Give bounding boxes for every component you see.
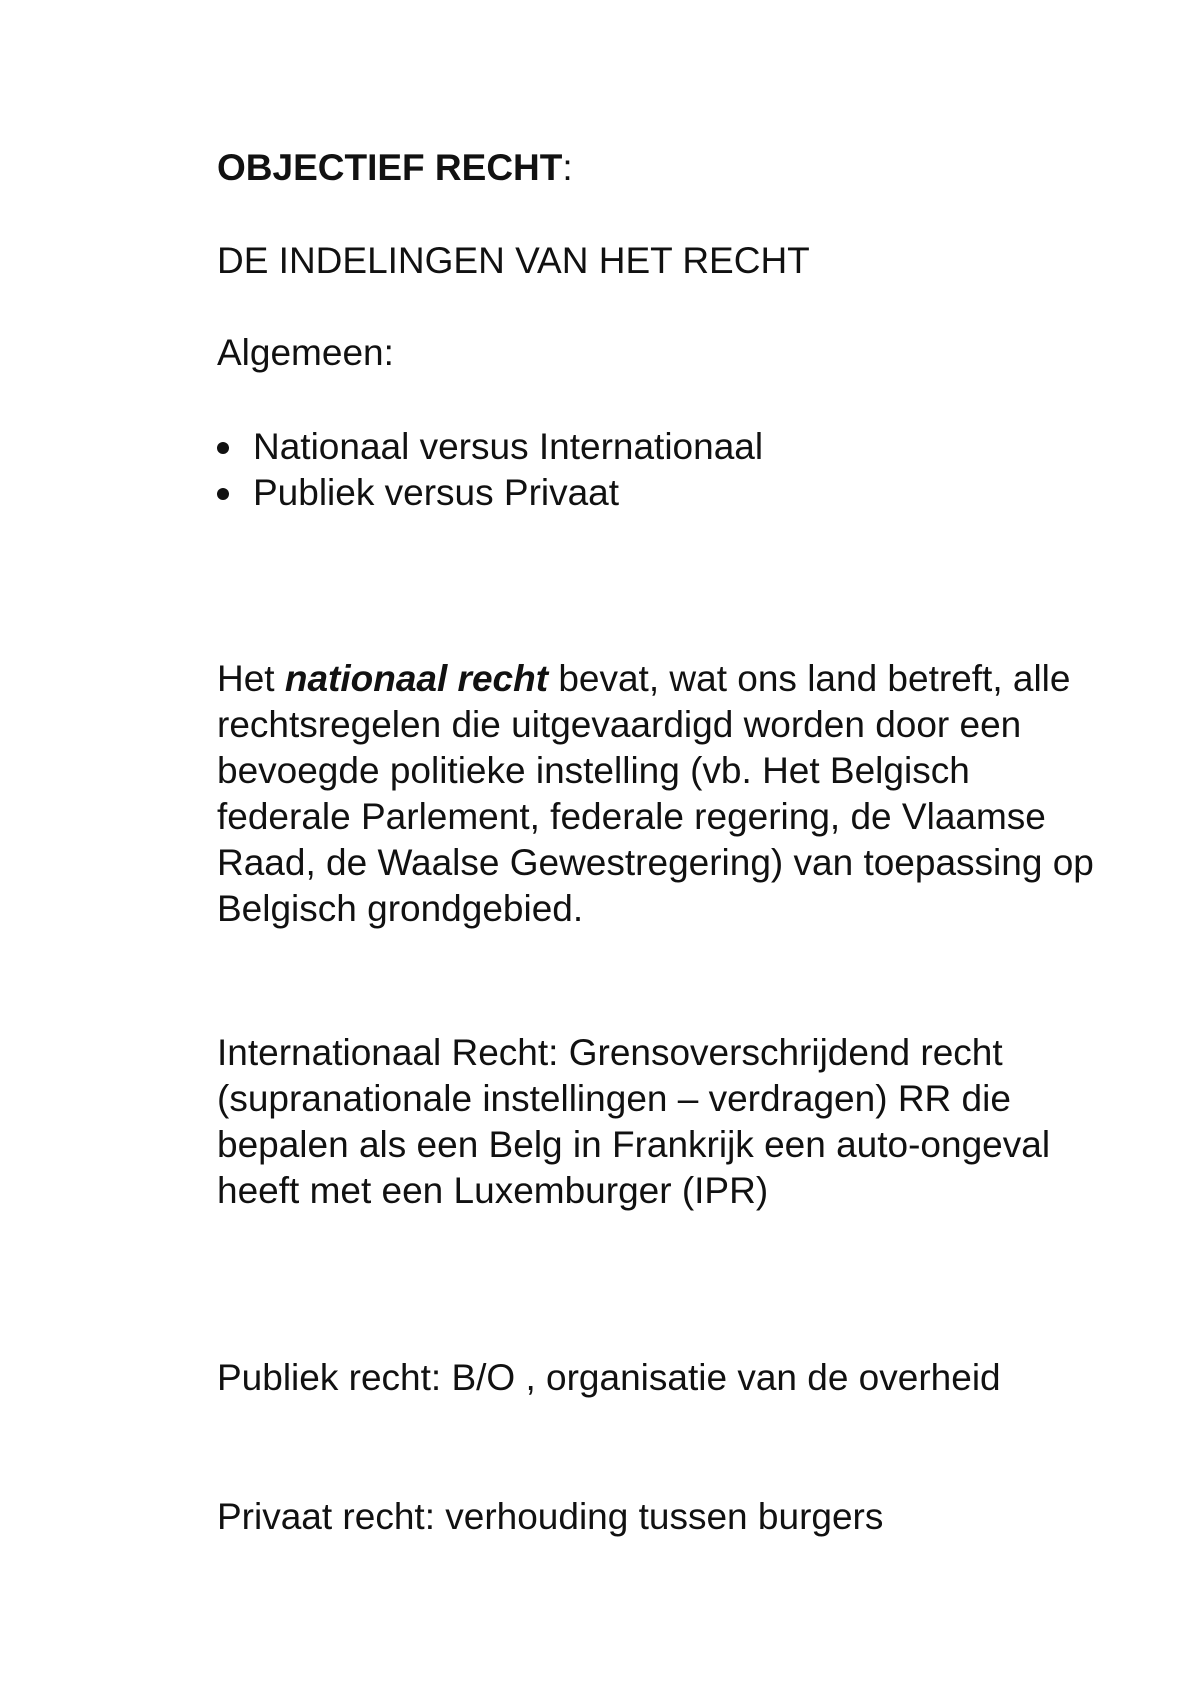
bullet-list xyxy=(217,424,763,516)
paragraph-lead: Het xyxy=(217,658,285,699)
paragraph-national-law xyxy=(217,656,1107,932)
list-item-text: Publiek versus Privaat xyxy=(253,472,620,513)
paragraph-rest: bevat, wat ons land betreft, alle rechtsregelen die uitgevaardigd worden door een bevoegde politieke instelling (vb. Het Belgisch federale Parlement, federale regering, de Vlaamse Raad, de Waalse Gewestregering) van toepassing op Belgisch grondgebied. xyxy=(217,658,1094,929)
list-item xyxy=(217,424,763,470)
title-text: OBJECTIEF RECHT xyxy=(217,147,563,188)
emphasis-term: nationaal recht xyxy=(284,658,549,699)
bullet-icon xyxy=(217,488,229,500)
title-colon: : xyxy=(562,147,573,188)
paragraph-international-law: Internationaal Recht: Grensoverschrijdend recht (supranationale instellingen – verdragen) RR die bepalen als een Belg in Frankrijk een auto-ongeval heeft met een Luxemburger (IPR) xyxy=(217,1032,1051,1211)
paragraph-public-law: Publiek recht: B/O , organisatie van de overheid xyxy=(217,1357,1001,1398)
paragraph-private-law: Privaat recht: verhouding tussen burgers xyxy=(217,1496,884,1537)
list-item-text: Nationaal versus Internationaal xyxy=(253,426,764,467)
section-heading: DE INDELINGEN VAN HET RECHT xyxy=(217,240,810,281)
intro-label: Algemeen: xyxy=(217,332,394,373)
bullet-icon xyxy=(217,442,229,454)
document-title xyxy=(217,145,1117,191)
list-item xyxy=(217,470,763,516)
